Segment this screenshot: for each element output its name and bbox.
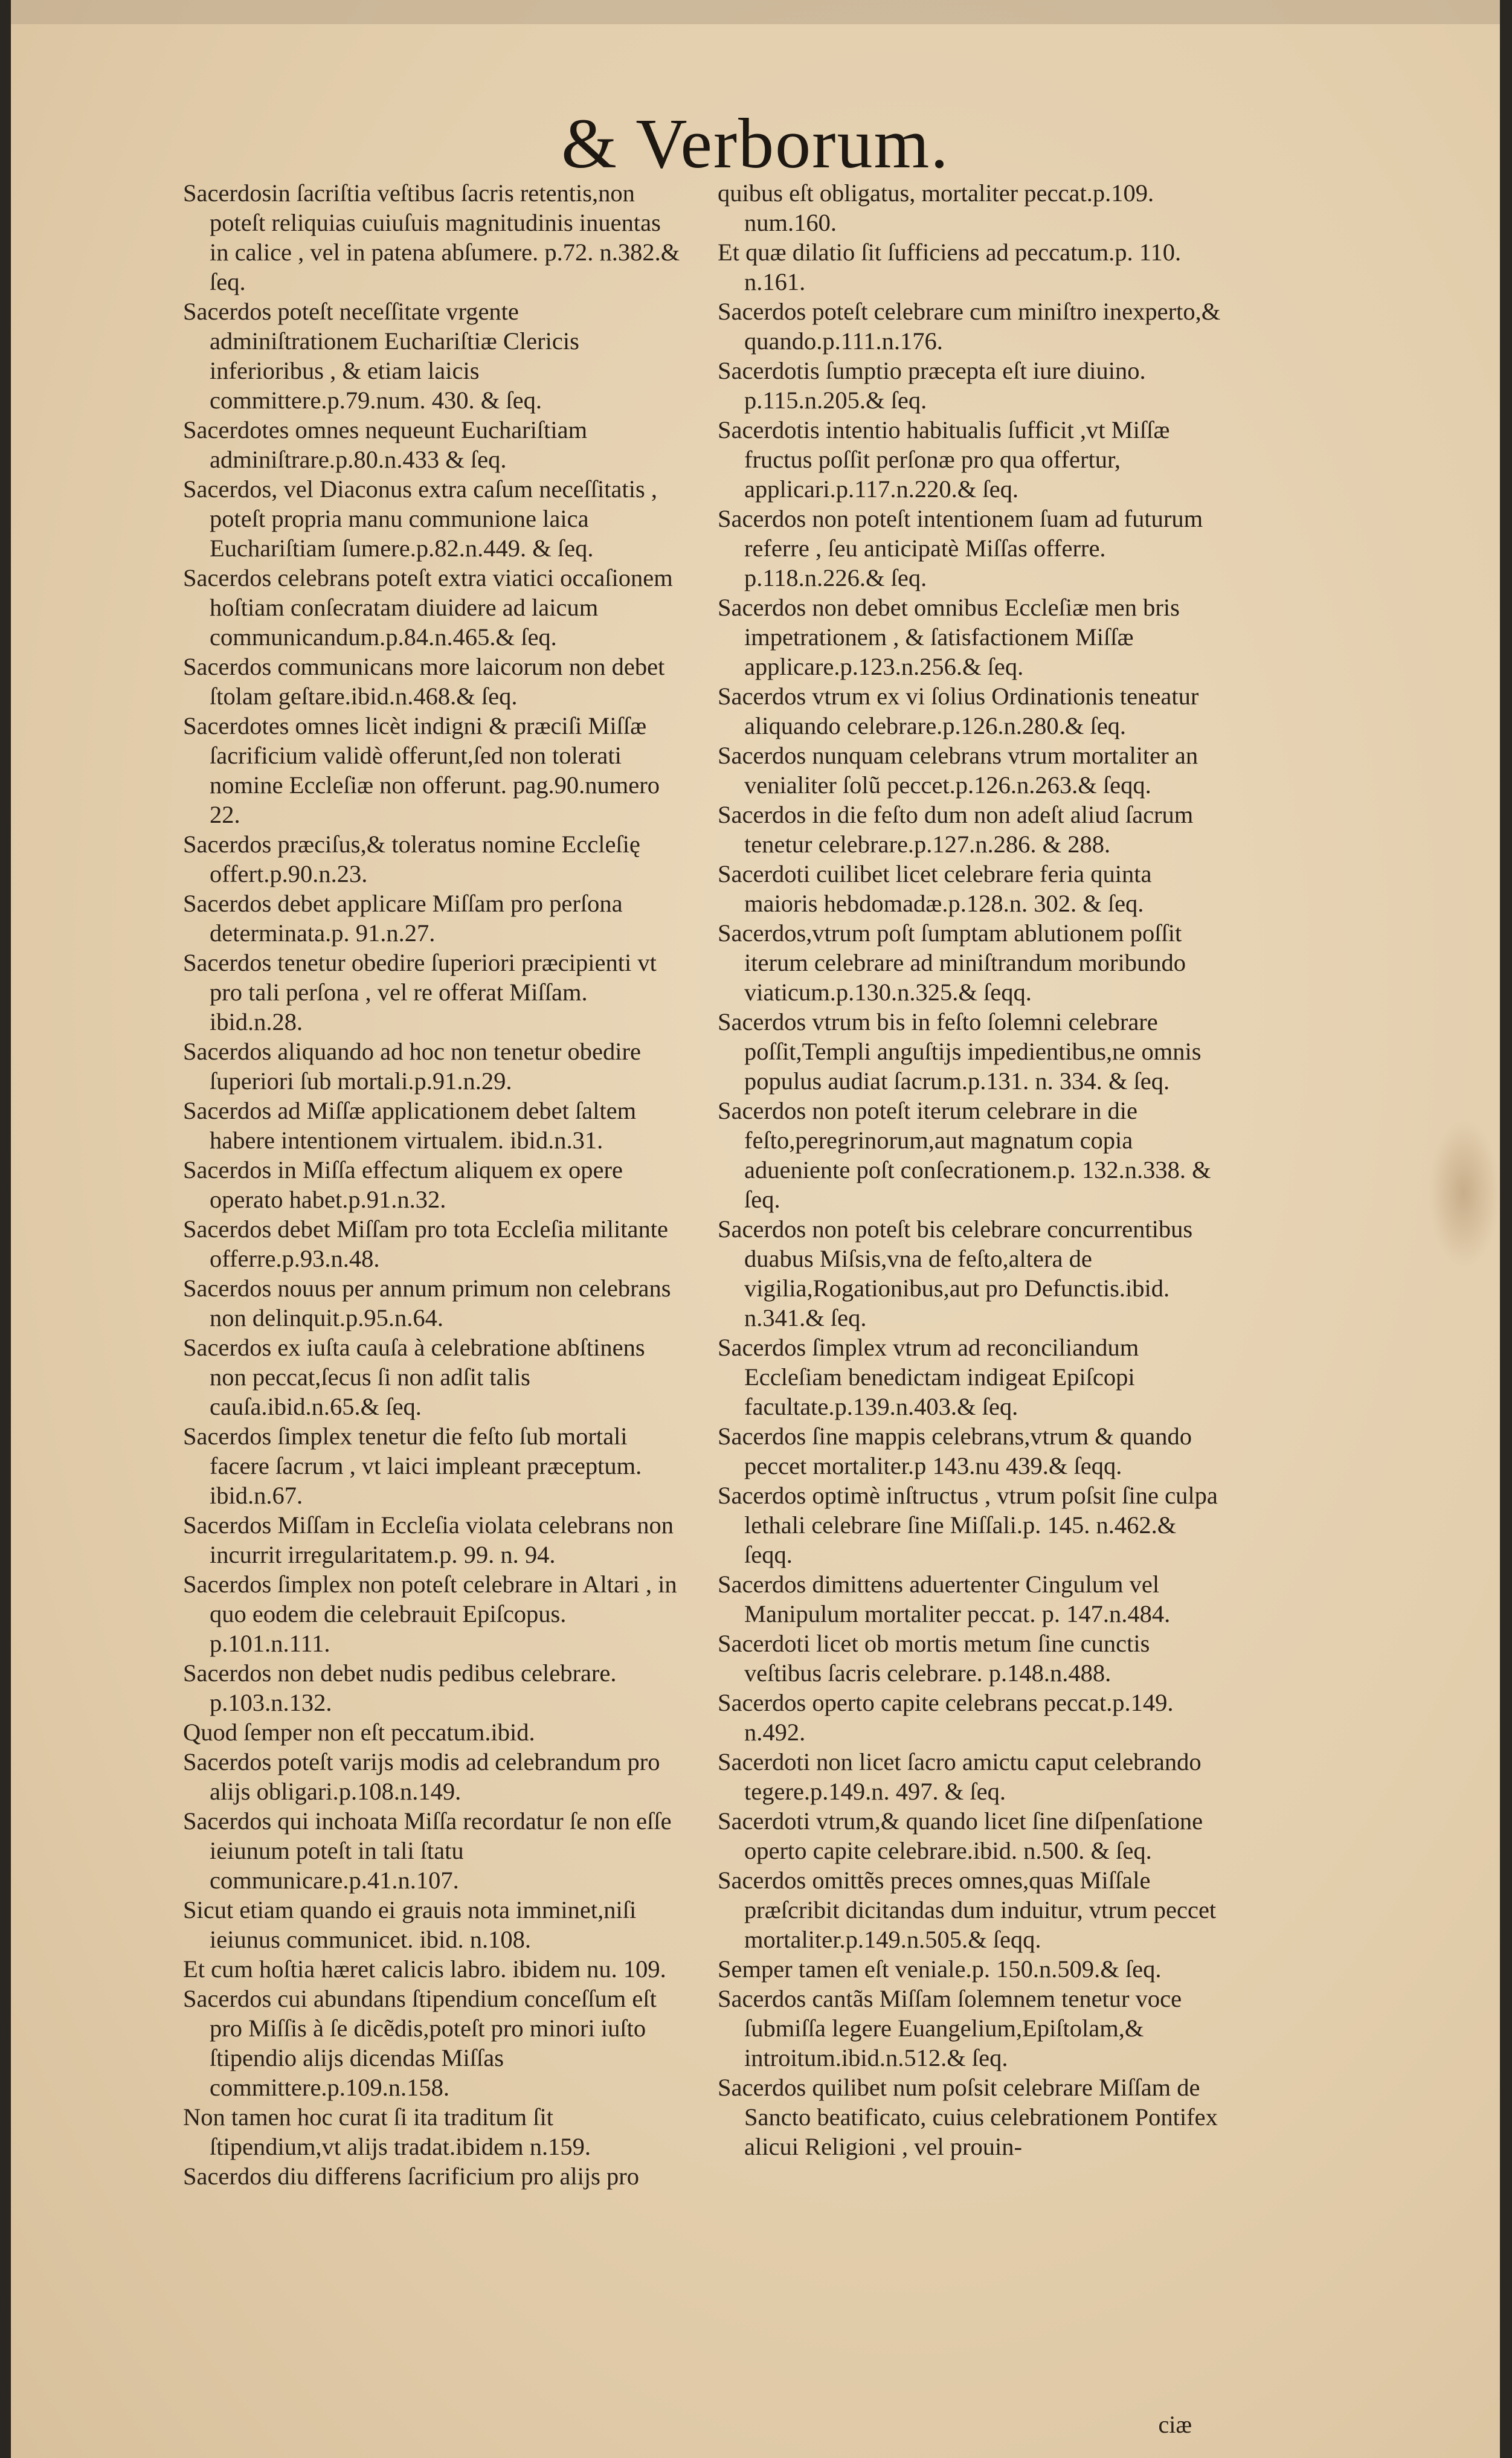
index-entry: Sacerdosin ſacriſtia veſtibus ſacris retentis,non poteſt reliquias cuiuſuis magnitudinis inuentas in calice , vel in patena abſumere. p.72. n.382.& ſeq. — [183, 179, 680, 295]
index-entry: Sacerdos non poteſt intentionem ſuam ad futurum referre , ſeu anticipatè Miſſas offerre. p.118.n.226.& ſeq. — [718, 505, 1203, 591]
index-entry: Sacerdos ex iuſta cauſa à celebratione abſtinens non peccat,ſecus ſi non adſit talis cauſa.ibid.n.65.& ſeq. — [183, 1334, 645, 1420]
index-entry: Non tamen hoc curat ſi ita traditum ſit ſtipendium,vt alijs tradat.ibidem n.159. — [183, 2103, 591, 2160]
left-column — [183, 178, 684, 2191]
index-entry: Sacerdos poteſt varijs modis ad celebrandum pro alijs obligari.p.108.n.149. — [183, 1748, 660, 1805]
page-top-edge — [11, 0, 1500, 24]
index-entry: Sacerdos non debet nudis pedibus celebrare. p.103.n.132. — [183, 1659, 617, 1716]
index-entry: Sacerdos tenetur obedire ſuperiori præcipienti vt pro tali perſona , vel re offerat Miſſam. ibid.n.28. — [183, 949, 657, 1035]
index-entry: Sacerdos, vel Diaconus extra caſum neceſſitatis , poteſt propria manu communione laica Euchariſtiam ſumere.p.82.n.449. & ſeq. — [183, 475, 657, 562]
catchword: ciæ — [1158, 2411, 1192, 2438]
index-entry: Sacerdos Miſſam in Eccleſia violata celebrans non incurrit irregularitatem.p. 99. n. 94. — [183, 1511, 674, 1568]
index-entry: Sacerdos celebrans poteſt extra viatici occaſionem hoſtiam conſecratam diuidere ad laicum communicandum.p.84.n.465.& ſeq. — [183, 564, 673, 651]
index-entry: Sacerdos communicans more laicorum non debet ſtolam geſtare.ibid.n.468.& ſeq. — [183, 653, 665, 710]
paper-stain — [1427, 1118, 1500, 1269]
index-entry: Sacerdos vtrum ex vi ſolius Ordinationis teneatur aliquando celebrare.p.126.n.280.& ſeq. — [718, 683, 1199, 739]
index-entry: Sacerdos non poteſt iterum celebrare in die feſto,peregrinorum,aut magnatum copia adueniente poſt conſecrationem.p. 132.n.338. & ſeq. — [718, 1097, 1211, 1213]
index-entry: Sacerdos ſine mappis celebrans,vtrum & quando peccet mortaliter.p 143.nu 439.& ſeqq. — [718, 1423, 1192, 1479]
index-entry: quibus eſt obligatus, mortaliter peccat.p.109. num.160. — [718, 179, 1154, 236]
index-entry: Sacerdos dimittens aduertenter Cingulum vel Manipulum mortaliter peccat. p. 147.n.484. — [718, 1571, 1171, 1627]
right-column — [718, 178, 1222, 2161]
index-entry: Semper tamen eſt veniale.p. 150.n.509.& ſeq. — [718, 1955, 1162, 1983]
index-entry: Sacerdos non debet omnibus Eccleſiæ men bris impetrationem , & ſatisfactionem Miſſæ applicare.p.123.n.256.& ſeq. — [718, 594, 1180, 680]
index-entry: Sacerdos vtrum bis in feſto ſolemni celebrare poſſit,Templi anguſtijs impedientibus,ne omnis populus audiat ſacrum.p.131. n. 334. & ſeq. — [718, 1008, 1202, 1095]
index-entry: Sacerdos debet applicare Miſſam pro perſona determinata.p. 91.n.27. — [183, 890, 623, 947]
index-entry: Sacerdos debet Miſſam pro tota Eccleſia militante offerre.p.93.n.48. — [183, 1215, 668, 1272]
index-entry: Sacerdoti non licet ſacro amictu caput celebrando tegere.p.149.n. 497. & ſeq. — [718, 1748, 1202, 1805]
index-entry: Sacerdos,vtrum poſt ſumptam ablutionem poſſit iterum celebrare ad miniſtrandum moribundo viaticum.p.130.n.325.& ſeqq. — [718, 919, 1186, 1006]
index-entry: Sacerdos omittẽs preces omnes,quas Miſſale præſcribit dicitandas dum induitur, vtrum peccet mortaliter.p.149.n.505.& ſeqq. — [718, 1867, 1217, 1953]
index-entry: Sacerdos ad Miſſæ applicationem debet ſaltem habere intentionem virtualem. ibid.n.31. — [183, 1097, 637, 1154]
index-entry: Sacerdos in Miſſa effectum aliquem ex opere operato habet.p.91.n.32. — [183, 1156, 623, 1213]
index-entry: Et cum hoſtia hæret calicis labro. ibidem nu. 109. — [183, 1955, 666, 1983]
index-entry: Quod ſemper non eſt peccatum.ibid. — [183, 1719, 535, 1746]
book-page — [11, 0, 1500, 2458]
index-entry: Sacerdos optimè inſtructus , vtrum poſsit ſine culpa lethali celebrare ſine Miſſali.p. 145. n.462.& ſeqq. — [718, 1482, 1218, 1568]
index-entry: Sacerdoti licet ob mortis metum ſine cunctis veſtibus ſacris celebrare. p.148.n.488. — [718, 1630, 1150, 1687]
index-entry: Sacerdos nunquam celebrans vtrum mortaliter an venialiter ſolũ peccet.p.126.n.263.& ſeqq. — [718, 742, 1198, 799]
index-entry: Sacerdos operto capite celebrans peccat.p.149. n.492. — [718, 1689, 1174, 1746]
index-entry: Sacerdos præciſus,& toleratus nomine Eccleſię offert.p.90.n.23. — [183, 831, 640, 887]
index-entry: Sacerdos aliquando ad hoc non tenetur obedire ſuperiori ſub mortali.p.91.n.29. — [183, 1038, 641, 1095]
index-entry: Sacerdos non poteſt bis celebrare concurrentibus duabus Miſsis,vna de feſto,altera de vigilia,Rogationibus,aut pro Defunctis.ibid. n.341.& ſeq. — [718, 1215, 1193, 1331]
index-entry: Sacerdos nouus per annum primum non celebrans non delinquit.p.95.n.64. — [183, 1275, 671, 1331]
index-entry: Sacerdotis ſumptio præcepta eſt iure diuino. p.115.n.205.& ſeq. — [718, 357, 1146, 414]
index-entry: Sacerdoti vtrum,& quando licet ſine diſpenſatione operto capite celebrare.ibid. n.500. & ſeq. — [718, 1807, 1203, 1864]
index-entry: Sacerdos quilibet num poſsit celebrare Miſſam de Sancto beatificato, cuius celebrationem Pontifex alicui Religioni , vel prouin- — [718, 2074, 1218, 2160]
index-entry: Sacerdos cantãs Miſſam ſolemnem tenetur voce ſubmiſſa legere Euangelium,Epiſtolam,& introitum.ibid.n.512.& ſeq. — [718, 1985, 1182, 2071]
index-entry: Sacerdos ſimplex non poteſt celebrare in Altari , in quo eodem die celebrauit Epiſcopus. p.101.n.111. — [183, 1571, 677, 1657]
page-title: & Verborum. — [561, 104, 950, 183]
index-entry: Et quæ dilatio ſit ſufficiens ad peccatum.p. 110. n.161. — [718, 239, 1182, 295]
index-entry: Sacerdos cui abundans ſtipendium conceſſum eſt pro Miſſis à ſe dicẽdis,poteſt pro minori iuſto ſtipendio alijs dicendas Miſſas committere.p.109.n.158. — [183, 1985, 657, 2101]
index-entry: Sacerdos diu differens ſacrificium pro alijs pro — [183, 2163, 640, 2190]
index-entry: Sacerdoti cuilibet licet celebrare feria quinta maioris hebdomadæ.p.128.n. 302. & ſeq. — [718, 860, 1152, 917]
index-entry: Sacerdotis intentio habitualis ſufficit ,vt Miſſæ fructus poſſit perſonæ pro qua offertur, applicari.p.117.n.220.& ſeq. — [718, 416, 1170, 503]
index-entry: Sacerdotes omnes nequeunt Euchariſtiam adminiſtrare.p.80.n.433 & ſeq. — [183, 416, 588, 473]
index-entry: Sacerdos ſimplex vtrum ad reconciliandum Eccleſiam benedictam indigeat Epiſcopi facultate.p.139.n.403.& ſeq. — [718, 1334, 1139, 1420]
index-entry: Sicut etiam quando ei grauis nota imminet,niſi ieiunus communicet. ibid. n.108. — [183, 1896, 637, 1953]
index-entry: Sacerdos poteſt neceſſitate vrgente adminiſtrationem Euchariſtiæ Clericis inferioribus , & etiam laicis committere.p.79.num. 430. & ſeq. — [183, 298, 579, 414]
index-entry: Sacerdos in die feſto dum non adeſt aliud ſacrum tenetur celebrare.p.127.n.286. & 288. — [718, 801, 1194, 858]
index-entry: Sacerdotes omnes licèt indigni & præciſi Miſſæ ſacrificium validè offerunt,ſed non tolerati nomine Eccleſiæ non offerunt. pag.90.numero 22. — [183, 712, 660, 828]
index-entry: Sacerdos poteſt celebrare cum miniſtro inexperto,& quando.p.111.n.176. — [718, 298, 1221, 355]
index-entry: Sacerdos qui inchoata Miſſa recordatur ſe non eſſe ieiunum poteſt in tali ſtatu communicare.p.41.n.107. — [183, 1807, 672, 1894]
index-entry: Sacerdos ſimplex tenetur die feſto ſub mortali facere ſacrum , vt laici impleant præceptum. ibid.n.67. — [183, 1423, 642, 1509]
